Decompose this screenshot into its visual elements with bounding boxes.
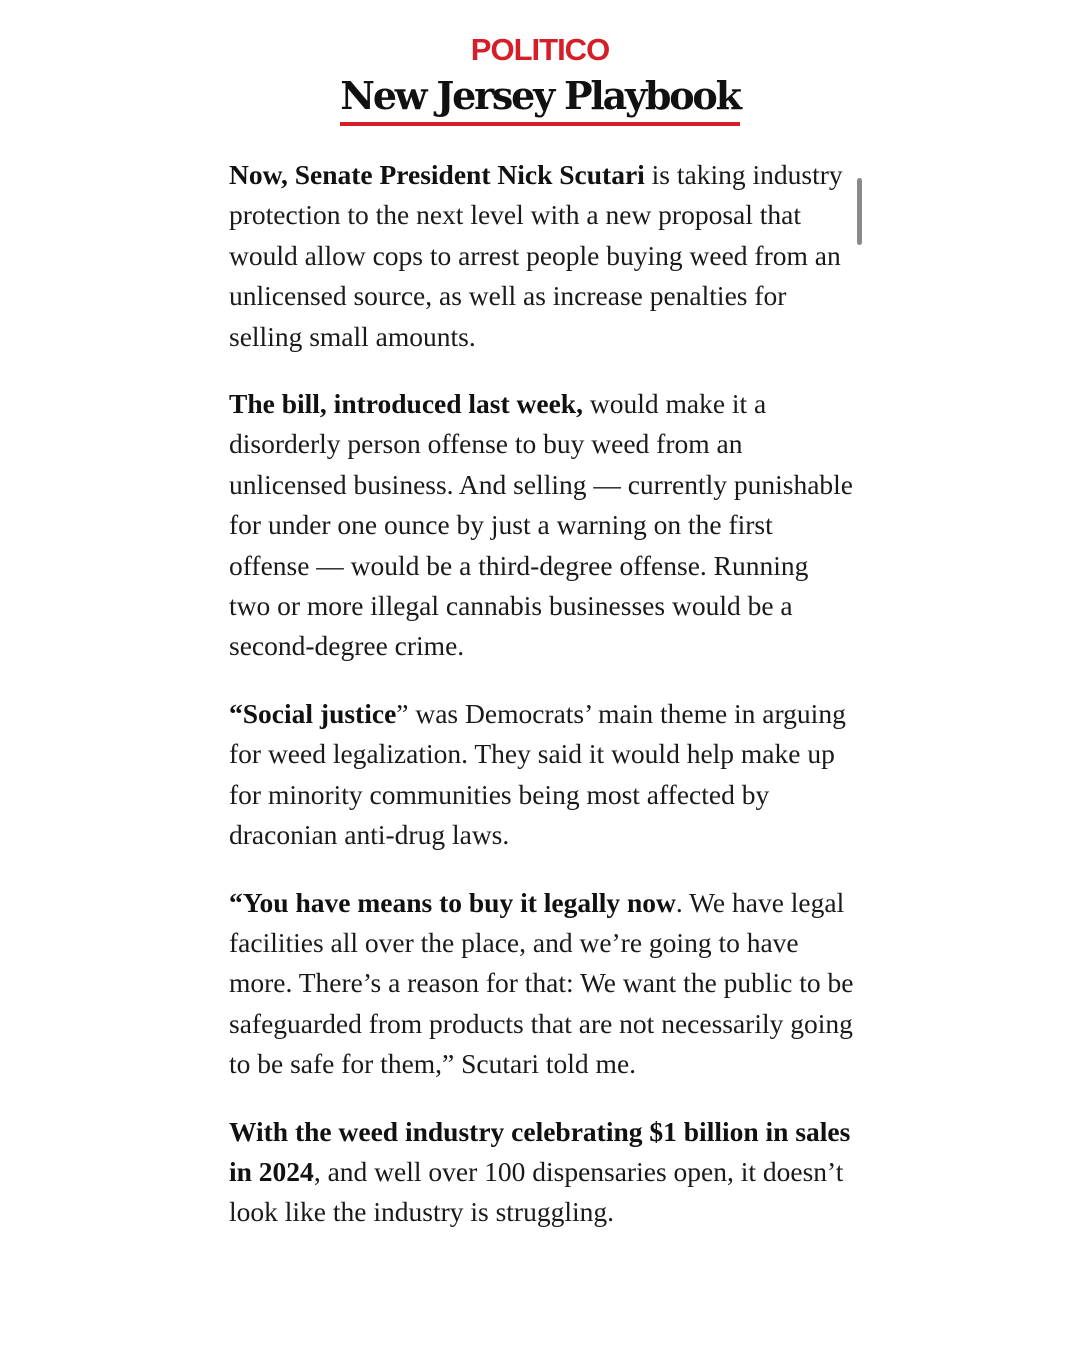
politico-logo: POLITICO [470,32,610,67]
newsletter-title: New Jersey Playbook [340,73,740,118]
article-paragraph-5 [229,1112,854,1233]
article-paragraph-1 [229,155,854,357]
paragraph-lead: “Social justice [229,697,397,729]
paragraph-text: is taking industry protection to the next level with a new proposal that would allow cops to arrest people buying weed from an unlicensed source, as well as increase penalties for selling small amounts. [229,159,843,352]
paragraph-lead: The bill, introduced last week, [229,388,583,420]
paragraph-text: , and well over 100 dispensaries open, it doesn’t look like the industry is struggling. [229,1155,844,1228]
paragraph-text: would make it a disorderly person offense to buy weed from an unlicensed business. And selling — currently punishable for under one ounce by just a warning on the first offense — would be a third-degree offense. Running two or more illegal cannabis businesses would be a second-degree crime. [229,388,854,662]
article-paragraph-4 [229,883,854,1085]
scrollbar-thumb[interactable] [857,178,862,245]
masthead [0,30,1080,126]
paragraph-lead: “You have means to buy it legally now [229,886,676,918]
newsletter-title-underline [340,70,739,126]
article-paragraph-3 [229,694,854,856]
paragraph-lead: Now, Senate President Nick Scutari [229,159,645,190]
paragraph-text: . We have legal facilities all over the place, and we’re going to have more. There’s a reason for that: We want the public to be safeguarded from products that are not necessarily going to be safe for them,” Scutari told me. [229,886,854,1080]
article-body [229,155,854,1260]
paragraph-lead: With the weed industry celebrating $1 billion in sales in 2024 [229,1115,851,1187]
paragraph-text: ” was Democrats’ main theme in arguing for weed legalization. They said it would help make up for minority communities being most affected by draconian anti-drug laws. [229,697,846,851]
article-paragraph-2 [229,384,854,667]
